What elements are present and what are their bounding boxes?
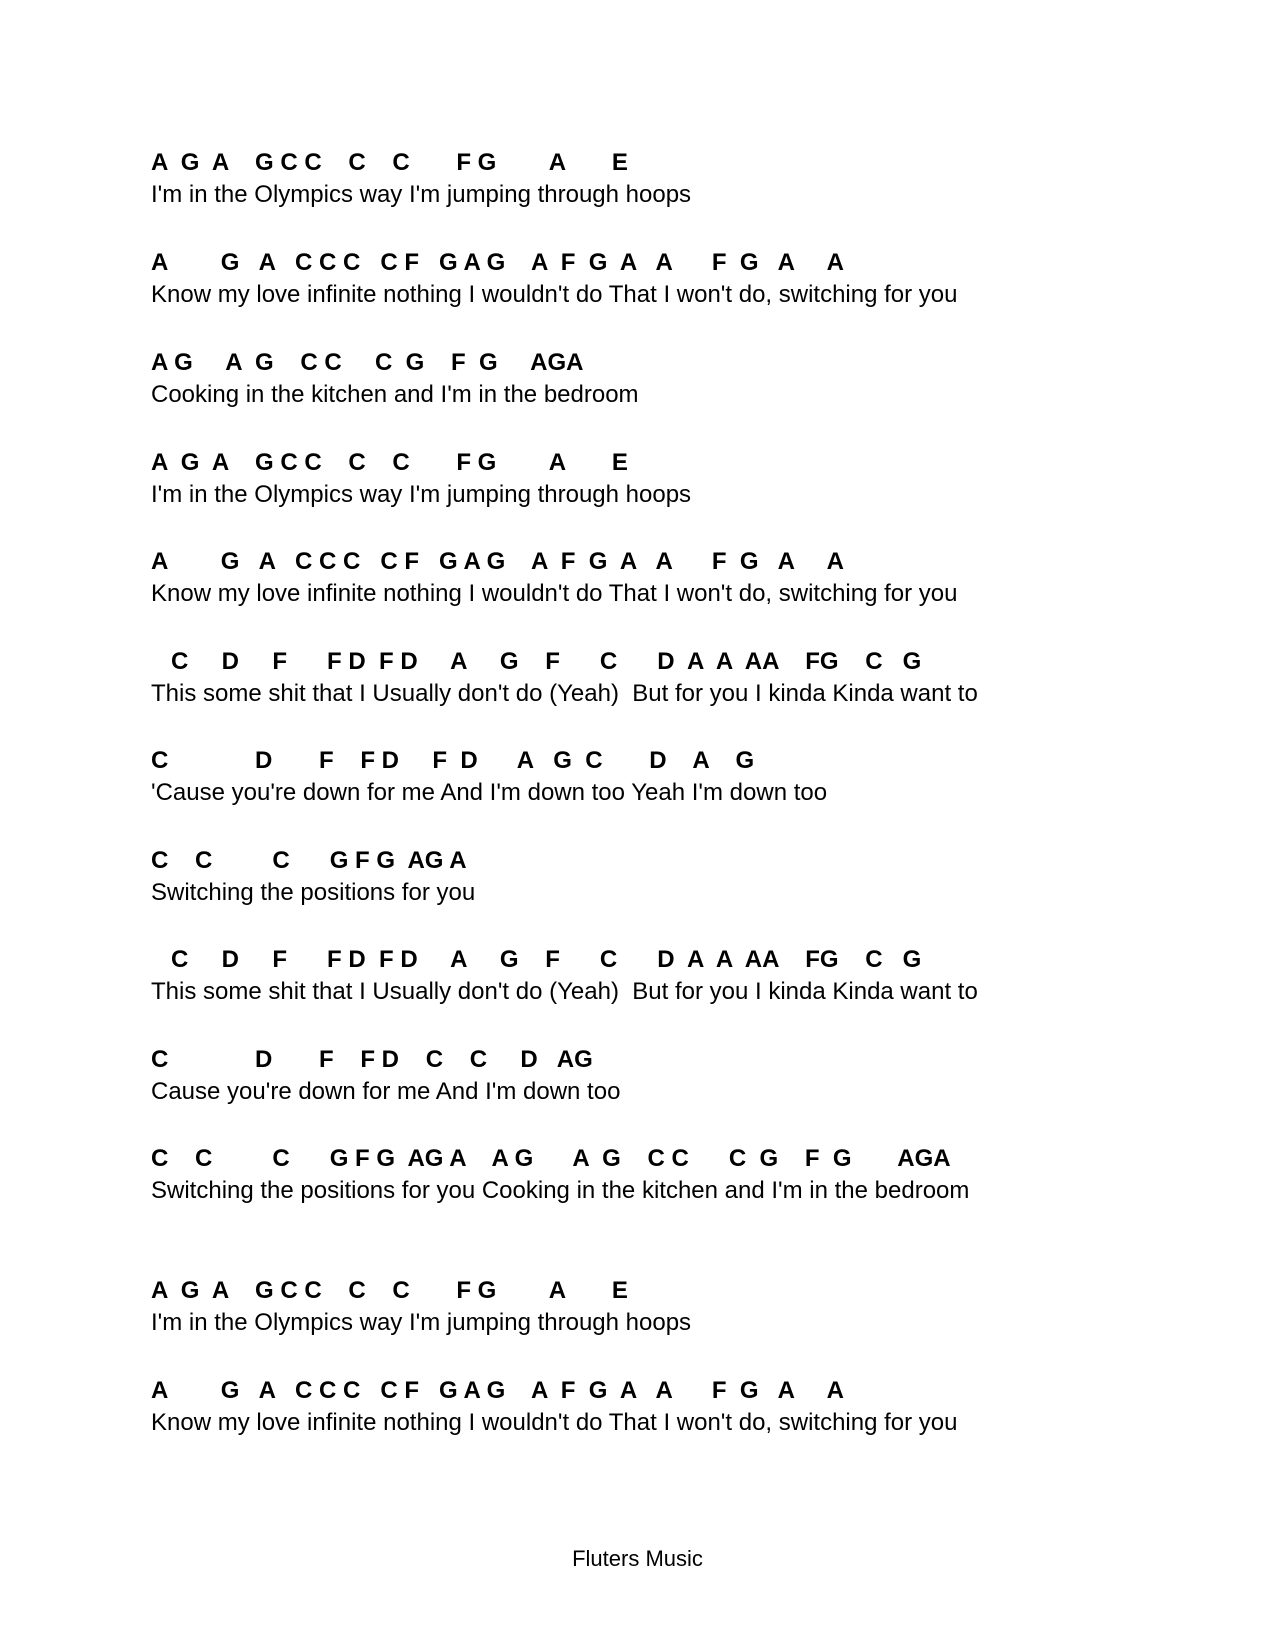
stanza-13 [151,1376,958,1438]
note-line: A G A G C C C G F G AGA [151,349,584,376]
stanza-5 [151,547,958,609]
footer-credit: Fluters Music [572,1546,703,1571]
note-line: A G A C C C C F G A G A F G A A F G A A [151,548,844,575]
lyric-line: I'm in the Olympics way I'm jumping through hoops [151,181,692,208]
lyric-line: Know my love infinite nothing I wouldn't do That I won't do, switching for you [151,281,958,308]
lyric-line: Cooking in the kitchen and I'm in the bedroom [151,381,639,408]
note-line: C C C G F G AG A A G A G C C C G F G AGA [151,1145,951,1172]
stanza-12 [151,1276,691,1338]
lyric-line: This some shit that I Usually don't do (Yeah) But for you I kinda Kinda want to [151,978,978,1005]
lyric-line: I'm in the Olympics way I'm jumping through hoops [151,481,692,508]
note-line: A G A G C C C C F G A E [151,149,628,176]
lyric-line: 'Cause you're down for me And I'm down too Yeah I'm down too [151,779,828,806]
note-line: A G A G C C C C F G A E [151,449,628,476]
note-line: C C C G F G AG A [151,847,467,874]
stanza-9 [151,945,978,1007]
lyric-line: Switching the positions for you Cooking in the kitchen and I'm in the bedroom [151,1177,970,1204]
note-line: A G A G C C C C F G A E [151,1277,628,1304]
stanza-4 [151,448,691,510]
lyric-line: I'm in the Olympics way I'm jumping through hoops [151,1309,692,1336]
stanza-8 [151,846,475,908]
note-line: C D F F D F D A G C D A G [151,747,755,774]
note-line: C D F F D C C D AG [151,1046,593,1073]
note-line: A G A C C C C F G A G A F G A A F G A A [151,249,844,276]
lyric-line: Know my love infinite nothing I wouldn't do That I won't do, switching for you [151,580,958,607]
stanza-2 [151,248,958,310]
lyric-line: Switching the positions for you [151,879,476,906]
stanza-10 [151,1045,620,1107]
stanza-3 [151,348,639,410]
stanza-1 [151,148,691,210]
lyric-line: This some shit that I Usually don't do (Yeah) But for you I kinda Kinda want to [151,680,978,707]
note-line: C D F F D F D A G F C D A A AA FG C G [151,648,922,675]
lyric-line: Cause you're down for me And I'm down too [151,1078,621,1105]
stanza-6 [151,647,978,709]
note-line: C D F F D F D A G F C D A A AA FG C G [151,946,922,973]
stanza-7 [151,746,827,808]
note-line: A G A C C C C F G A G A F G A A F G A A [151,1377,844,1404]
stanza-11 [151,1144,969,1206]
lyric-line: Know my love infinite nothing I wouldn't do That I won't do, switching for you [151,1409,958,1436]
